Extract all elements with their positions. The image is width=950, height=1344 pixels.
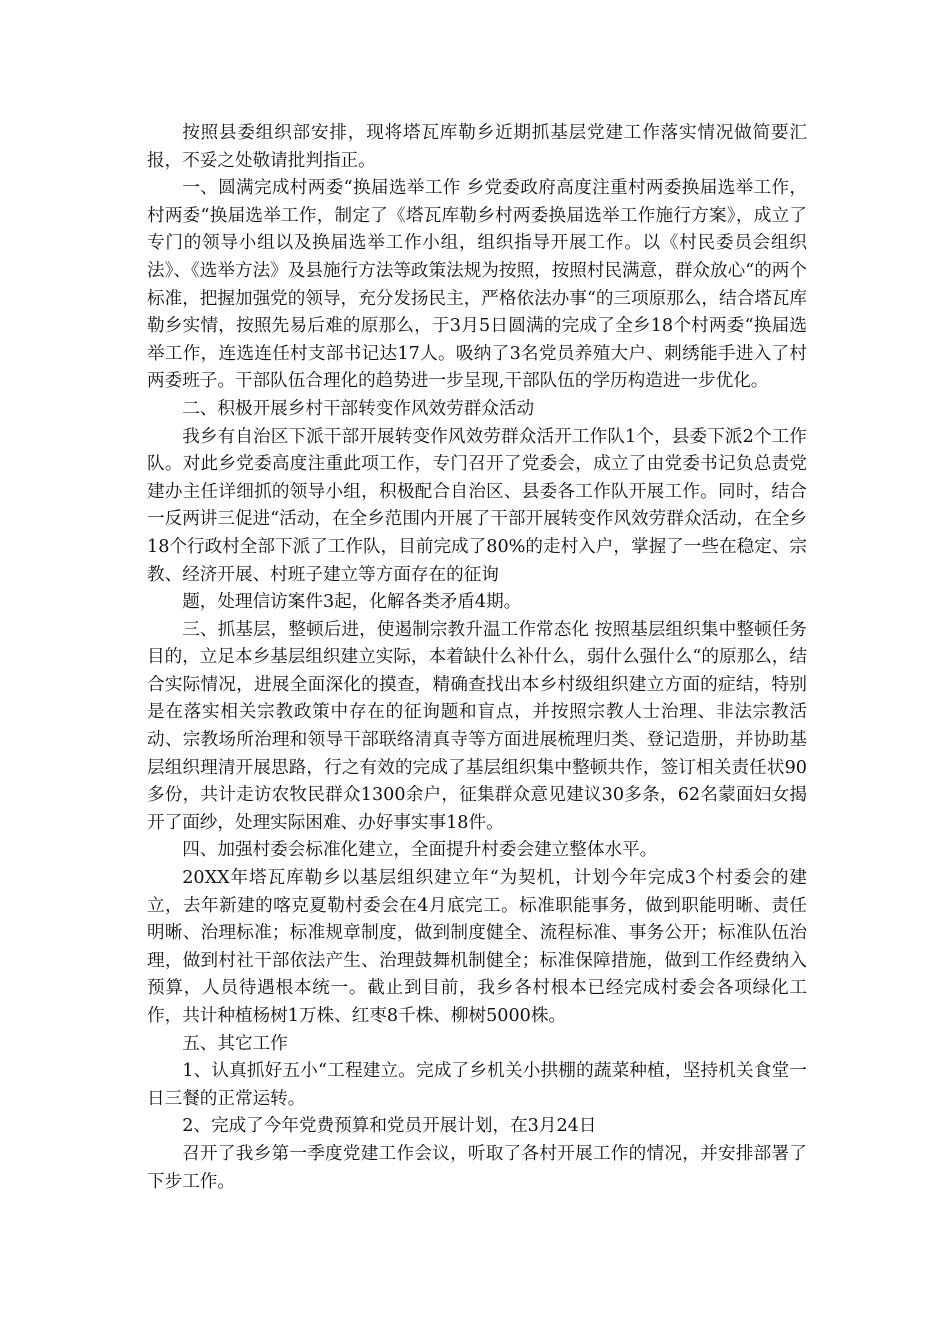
heading-section-5: 五、其它工作 [182,1033,288,1054]
paragraph-section-1: 一、圆满完成村两委“换届选举工作 乡党委政府高度注重村两委换届选举工作，村两委“换届选举工作，制定了《塔瓦库勒乡村两委换届选举工作施行方案》，成立了专门的领导小组以及换届选举工作小组，组织指导开展工作。以《村民委员会组织法》、《选举方法》及县施行方法等政策法规为按照，按照村民满意，群众放心“的两个标准，把握加强党的领导，充分发扬民主，严格依法办事“的三项原那么，结合塔瓦库勒乡实情，按照先易后难的原那么，于3月5日圆满的完成了全乡18个村两委“换届选举工作，连选连任村支部书记达17人。吸纳了3名党员养殖大户、刺绣能手进入了村两委班子。干部队伍合理化的趋势进一步呈现,干部队伍的学历构造进一步优化。 [147,178,807,392]
document-body [147,120,807,1196]
paragraph-section-2-continued: 题，处理信访案件3起，化解各类矛盾4期。 [182,592,522,613]
paragraph-section-3: 三、抓基层，整顿后进，使遏制宗教升温工作常态化 按照基层组织集中整顿任务目的，立足本乡基层组织建立实际，本着缺什么补什么，弱什么强什么“的原那么，结合实际情况，进展全面深化的摸查，精确查找出本乡村级组织建立方面的症结，特别是在落实相关宗教政策中存在的征询题和盲点，并按照宗教人士治理、非法宗教活动、宗教场所治理和领导干部联络清真寺等方面进展梳理归类、登记造册，并协助基层组织理清开展思路，行之有效的完成了基层组织集中整顿共作，签订相关责任状90多份，共计走访农牧民群众1300余户，征集群众意见建议30多条，62名蒙面妇女揭开了面纱，处理实际困难、办好事实事18件。 [147,619,807,833]
paragraph-section-2-body: 我乡有自治区下派干部开展转变作风效劳群众活开工作队1个，县委下派2个工作队。对此乡党委高度注重此项工作，专门召开了党委会，成立了由党委书记负总责党建办主任详细抓的领导小组，积极配合自治区、县委各工作队开展工作。同时，结合一反两讲三促进“活动，在全乡范围内开展了干部开展转变作风效劳群众活动，在全乡18个行政村全部下派了工作队，目前完成了80%的走村入户，掌握了一些在稳定、宗教、经济开展、村班子建立等方面存在的征询 [147,426,807,585]
paragraph-section-5-item-2-continued: 召开了我乡第一季度党建工作会议，听取了各村开展工作的情况，并安排部署了下步工作。 [147,1143,807,1192]
heading-section-4: 四、加强村委会标准化建立，全面提升村委会建立整体水平。 [182,840,658,861]
paragraph-intro: 按照县委组织部安排，现将塔瓦库勒乡近期抓基层党建工作落实情况做简要汇报，不妥之处敬请批判指正。 [147,123,807,171]
heading-section-2: 二、积极开展乡村干部转变作风效劳群众活动 [182,398,535,419]
paragraph-section-5-item-1: 1、认真抓好五小“工程建立。完成了乡机关小拱棚的蔬菜种植，坚持机关食堂一日三餐的正常运转。 [147,1061,807,1109]
paragraph-section-4-body: 20XX年塔瓦库勒乡以基层组织建立年“为契机，计划今年完成3个村委会的建立，去年新建的喀克夏勒村委会在4月底完工。标准职能事务，做到职能明晰、责任明晰、治理标准；标准规章制度，做到制度健全、流程标准、事务公开；标准队伍治理，做到村社干部依法产生、治理鼓舞机制健全；标准保障措施，做到工作经费纳入预算，人员待遇根本统一。截止到目前，我乡各村根本已经完成村委会各项绿化工作，共计种植杨树1万株、红枣8千株、柳树5000株。 [147,868,807,1026]
paragraph-section-5-item-2: 2、完成了今年党费预算和党员开展计划，在3月24日 [182,1116,597,1137]
